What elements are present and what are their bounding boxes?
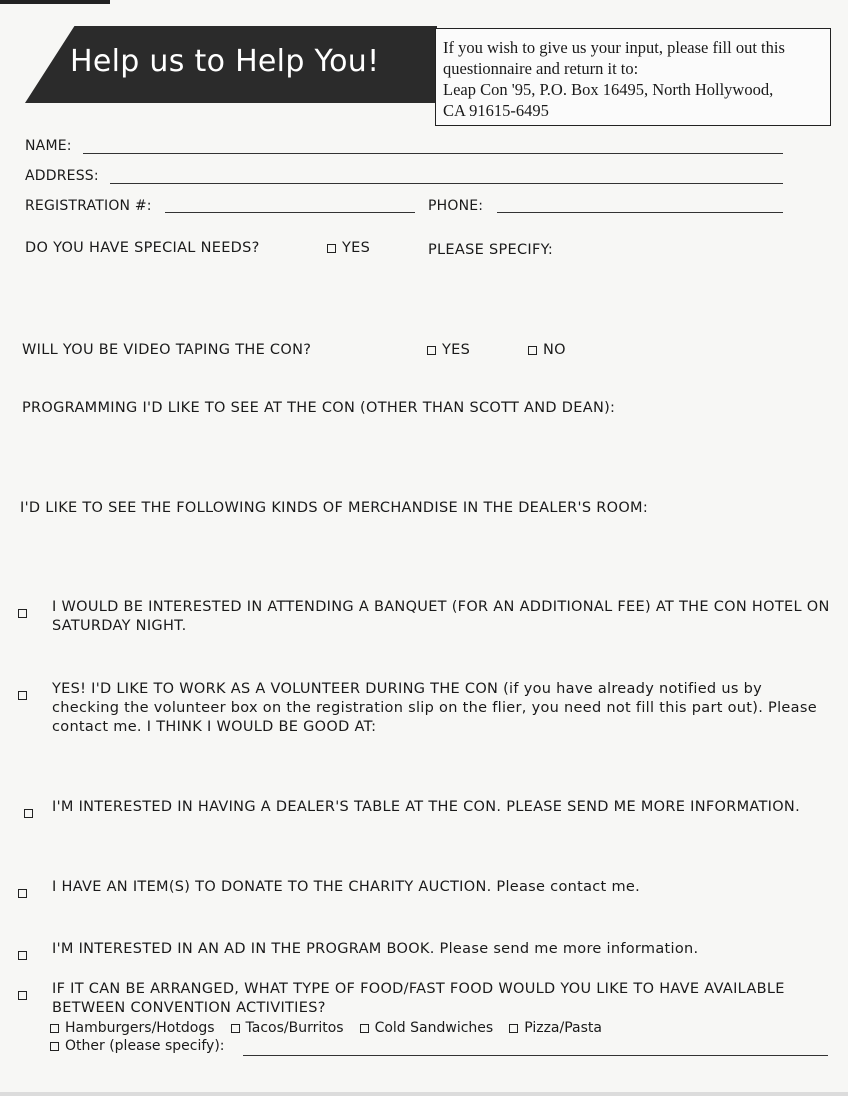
special-needs-text: DO YOU HAVE SPECIAL NEEDS? <box>25 240 260 256</box>
program-ad-item <box>18 940 833 964</box>
please-specify-label: PLEASE SPECIFY: <box>428 242 554 258</box>
checkbox[interactable] <box>327 244 336 253</box>
food-other-option[interactable] <box>50 1038 225 1054</box>
page-title: Help us to Help You! <box>70 44 380 79</box>
food-option-label: Pizza/Pasta <box>524 1020 602 1036</box>
food-text: IF IT CAN BE ARRANGED, WHAT TYPE OF FOOD/FAST FOOD WOULD YOU LIKE TO HAVE AVAILABLE BETWEEN CONVENTION ACTIVITIES? <box>52 981 785 1016</box>
food-option[interactable] <box>50 1020 215 1036</box>
checkbox[interactable] <box>360 1024 369 1033</box>
video-yes-option[interactable] <box>427 340 470 360</box>
info-line: questionnaire and return it to: <box>443 59 639 78</box>
info-line: Leap Con '95, P.O. Box 16495, North Hollywood, <box>443 80 774 99</box>
checkbox[interactable] <box>24 809 33 818</box>
volunteer-item <box>18 680 833 737</box>
registration-label: REGISTRATION #: <box>25 198 152 214</box>
merchandise-question: I'D LIKE TO SEE THE FOLLOWING KINDS OF MERCHANDISE IN THE DEALER'S ROOM: <box>20 500 649 516</box>
top-edge-mark <box>0 0 110 4</box>
address-field[interactable] <box>110 183 783 184</box>
food-item <box>18 980 833 1018</box>
no-label: NO <box>543 342 566 358</box>
phone-label: PHONE: <box>428 198 484 214</box>
food-other-label: Other (please specify): <box>65 1038 225 1054</box>
programming-question: PROGRAMMING I'D LIKE TO SEE AT THE CON (OTHER THAN SCOTT AND DEAN): <box>22 400 616 416</box>
video-question: WILL YOU BE VIDEO TAPING THE CON? <box>22 342 312 358</box>
food-option-label: Cold Sandwiches <box>374 1020 494 1036</box>
special-needs-yes-option[interactable] <box>327 238 370 258</box>
food-options <box>50 1020 602 1036</box>
page-bottom-edge <box>0 1092 848 1096</box>
banquet-item <box>18 598 833 636</box>
info-line: CA 91615-6495 <box>443 101 549 120</box>
food-other-field[interactable] <box>243 1055 828 1056</box>
checkbox[interactable] <box>528 346 537 355</box>
checkbox[interactable] <box>50 1024 59 1033</box>
yes-label: YES <box>342 240 371 256</box>
food-option[interactable] <box>231 1020 344 1036</box>
return-address-box <box>435 28 831 126</box>
food-option[interactable] <box>360 1020 494 1036</box>
checkbox[interactable] <box>50 1042 59 1051</box>
banquet-text: I WOULD BE INTERESTED IN ATTENDING A BANQUET (FOR AN ADDITIONAL FEE) AT THE CON HOTEL ON SATURDAY NIGHT. <box>52 599 830 634</box>
checkbox[interactable] <box>231 1024 240 1033</box>
checkbox[interactable] <box>18 609 27 618</box>
checkbox[interactable] <box>509 1024 518 1033</box>
video-no-option[interactable] <box>528 340 566 360</box>
info-line: If you wish to give us your input, please fill out this <box>443 38 785 57</box>
name-field[interactable] <box>83 153 783 154</box>
checkbox[interactable] <box>18 951 27 960</box>
food-option-label: Hamburgers/Hotdogs <box>65 1020 215 1036</box>
checkbox[interactable] <box>18 691 27 700</box>
food-option-label: Tacos/Burritos <box>245 1020 344 1036</box>
checkbox[interactable] <box>18 889 27 898</box>
address-label: ADDRESS: <box>25 168 99 184</box>
checkbox[interactable] <box>427 346 436 355</box>
charity-auction-item <box>18 878 833 902</box>
dealer-table-text: I'M INTERESTED IN HAVING A DEALER'S TABLE AT THE CON. PLEASE SEND ME MORE INFORMATION. <box>52 799 800 815</box>
charity-auction-text: I HAVE AN ITEM(S) TO DONATE TO THE CHARITY AUCTION. Please contact me. <box>52 879 640 895</box>
special-needs-question <box>25 238 260 258</box>
volunteer-text: YES! I'D LIKE TO WORK AS A VOLUNTEER DURING THE CON (if you have already notified us by checking the volunteer box on the registration slip on the flier, you need not fill this part out). Please contact me. I THINK I WOULD BE GOOD AT: <box>52 681 817 735</box>
name-label: NAME: <box>25 138 72 154</box>
program-ad-text: I'M INTERESTED IN AN AD IN THE PROGRAM BOOK. Please send me more information. <box>52 941 699 957</box>
registration-field[interactable] <box>165 212 415 213</box>
checkbox[interactable] <box>18 991 27 1000</box>
food-option[interactable] <box>509 1020 602 1036</box>
dealer-table-item <box>18 798 833 822</box>
yes-label: YES <box>442 342 471 358</box>
phone-field[interactable] <box>497 212 783 213</box>
